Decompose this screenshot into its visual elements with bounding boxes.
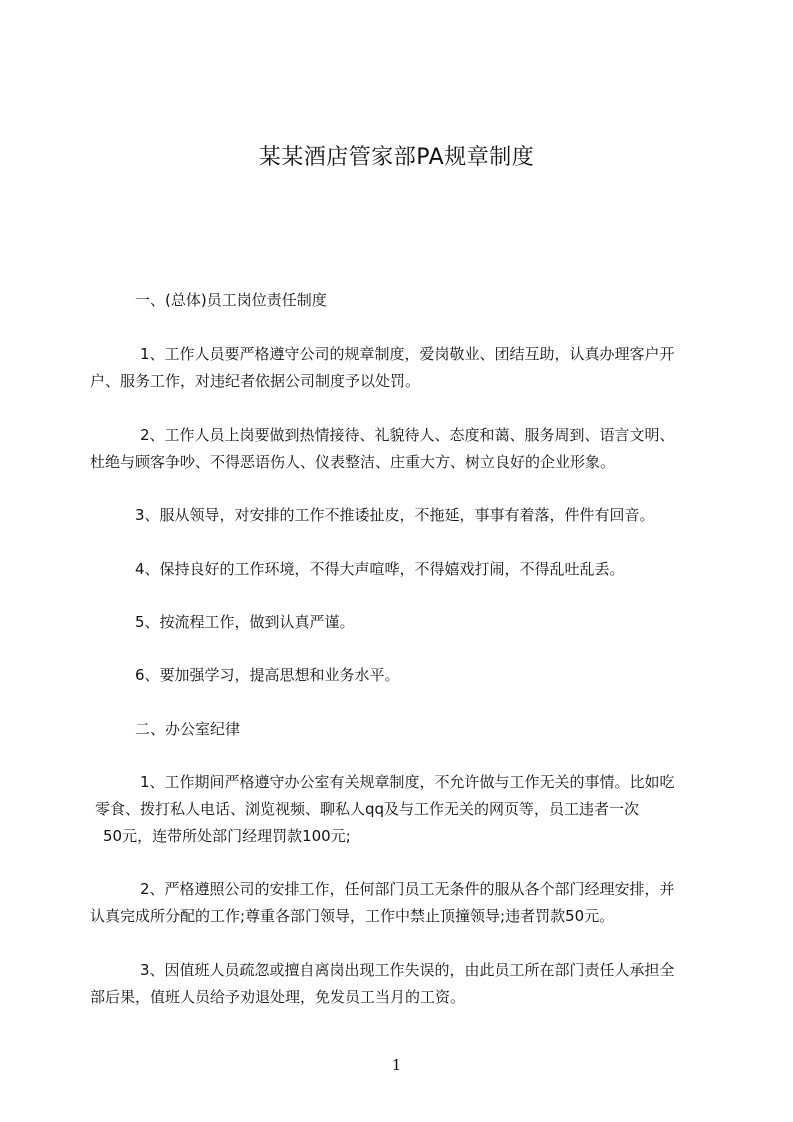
paragraph-line: 1、工作期间严格遵守办公室有关规章制度，不允许做与工作无关的事情。比如吃 [140,773,675,791]
paragraph-line: 5、按流程工作，做到认真严谨。 [135,613,355,631]
paragraph-line: 2、严格遵照公司的安排工作，任何部门员工无条件的服从各个部门经理安排，并 [140,880,675,898]
section-heading-1: 一、(总体)员工岗位责任制度 [135,291,327,309]
paragraph-line: 50元，连带所处部门经理罚款100元; [103,827,351,845]
paragraph-line: 零食、拨打私人电话、浏览视频、聊私人qq及与工作无关的网页等，员工违者一次 [95,800,640,818]
paragraph-line: 部后果，值班人员给予劝退处理，免发员工当月的工资。 [90,988,466,1006]
paragraph-line: 3、因值班人员疏忽或擅自离岗出现工作失误的，由此员工所在部门责任人承担全 [140,961,675,979]
section-heading-2: 二、办公室纪律 [135,720,241,738]
paragraph-line: 1、工作人员要严格遵守公司的规章制度，爱岗敬业、团结互助，认真办理客户开 [140,345,675,363]
paragraph-line: 4、保持良好的工作环境，不得大声喧哗，不得嬉戏打闹，不得乱吐乱丢。 [135,560,625,578]
paragraph-line: 杜绝与顾客争吵、不得恶语伤人、仪表整洁、庄重大方、树立良好的企业形象。 [90,453,616,471]
paragraph-line: 3、服从领导，对安排的工作不推诿扯皮，不拖延，事事有着落，件件有回音。 [135,506,655,524]
paragraph-line: 户、服务工作，对违纪者依据公司制度予以处罚。 [90,372,421,390]
paragraph-line: 认真完成所分配的工作;尊重各部门领导，工作中禁止顶撞领导;违者罚款50元。 [90,907,615,925]
document-title: 某某酒店管家部PA规章制度 [258,145,535,170]
paragraph-line: 6、要加强学习，提高思想和业务水平。 [135,666,400,684]
paragraph-line: 2、工作人员上岗要做到热情接待、礼貌待人、态度和蔼、服务周到、语言文明、 [140,426,675,444]
page-number: 1 [391,1056,402,1074]
